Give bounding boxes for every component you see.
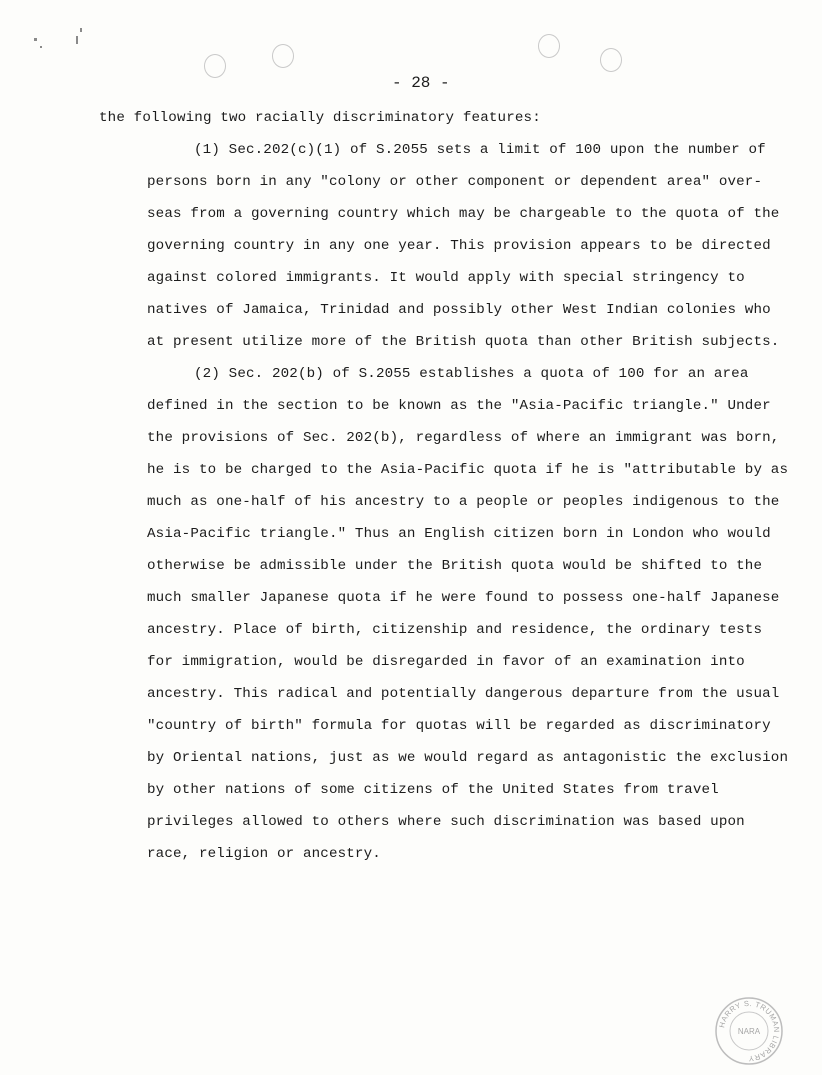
text-line: much as one-half of his ancestry to a people or peoples indigenous to the xyxy=(147,494,780,510)
text-line: ancestry. This radical and potentially dangerous departure from the usual xyxy=(147,686,780,702)
text-line: race, religion or ancestry. xyxy=(147,846,381,862)
text-line: "country of birth" formula for quotas will be regarded as discriminatory xyxy=(147,718,771,734)
text-line: governing country in any one year. This provision appears to be directed xyxy=(147,238,771,254)
punch-hole xyxy=(204,54,226,78)
page-number: - 28 - xyxy=(392,74,450,92)
text-line: ancestry. Place of birth, citizenship and residence, the ordinary tests xyxy=(147,622,763,638)
text-line: (2) Sec. 202(b) of S.2055 establishes a quota of 100 for an area xyxy=(194,366,749,382)
text-line: (1) Sec.202(c)(1) of S.2055 sets a limit of 100 upon the number of xyxy=(194,142,766,158)
text-line: the following two racially discriminatory features: xyxy=(99,110,541,126)
stamp-center-text: NARA xyxy=(737,1027,761,1036)
text-line: at present utilize more of the British quota than other British subjects. xyxy=(147,334,780,350)
text-line: much smaller Japanese quota if he were found to possess one-half Japanese xyxy=(147,590,780,606)
text-line: for immigration, would be disregarded in favor of an examination into xyxy=(147,654,745,670)
text-line: defined in the section to be known as the "Asia-Pacific triangle." Under xyxy=(147,398,771,414)
smudge-mark xyxy=(40,46,42,48)
library-stamp-icon xyxy=(714,996,784,1066)
text-line: privileges allowed to others where such discrimination was based upon xyxy=(147,814,745,830)
smudge-mark xyxy=(34,38,37,41)
punch-hole xyxy=(538,34,560,58)
smudge-mark xyxy=(80,28,82,32)
text-line: persons born in any "colony or other component or dependent area" over- xyxy=(147,174,763,190)
text-line: Asia-Pacific triangle." Thus an English citizen born in London who would xyxy=(147,526,771,542)
text-line: seas from a governing country which may be chargeable to the quota of the xyxy=(147,206,780,222)
punch-hole xyxy=(600,48,622,72)
text-line: by other nations of some citizens of the United States from travel xyxy=(147,782,719,798)
text-line: the provisions of Sec. 202(b), regardless of where an immigrant was born, xyxy=(147,430,780,446)
text-line: otherwise be admissible under the British quota would be shifted to the xyxy=(147,558,763,574)
stamp-ring-text: HARRY S. TRUMAN LIBRARY xyxy=(717,998,782,1064)
text-line: he is to be charged to the Asia-Pacific quota if he is "attributable by as xyxy=(147,462,789,478)
text-line: natives of Jamaica, Trinidad and possibly other West Indian colonies who xyxy=(147,302,771,318)
text-line: against colored immigrants. It would apply with special stringency to xyxy=(147,270,745,286)
punch-hole xyxy=(272,44,294,68)
text-line: by Oriental nations, just as we would regard as antagonistic the exclusion xyxy=(147,750,789,766)
smudge-mark xyxy=(76,36,78,44)
